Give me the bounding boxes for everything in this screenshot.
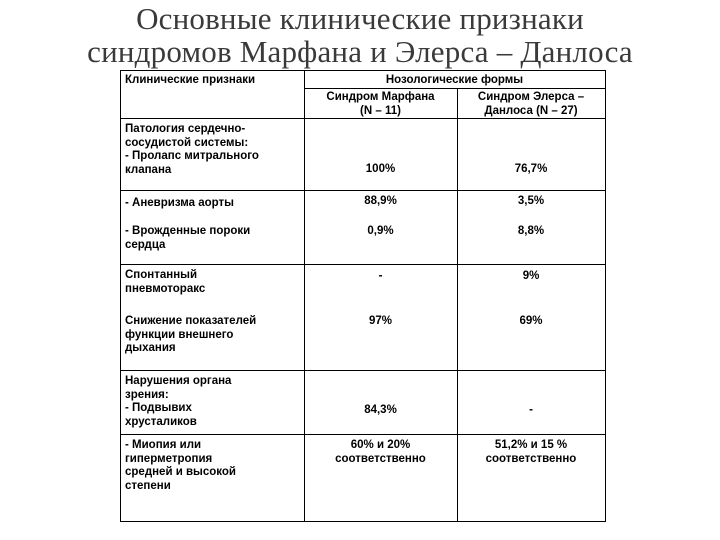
header-marfan: Синдром Марфана (N – 11)	[326, 91, 435, 117]
table-row-ehlers: 8,8%	[517, 225, 545, 237]
table-row-ehlers: -	[529, 404, 533, 416]
table-row-ehlers: 9%	[522, 270, 540, 282]
row-line	[121, 71, 605, 435]
header-ehlers-danlos: Синдром Элерса – Данлоса (N – 27)	[477, 91, 585, 117]
table-row-feature: - Врожденные пороки сердца	[125, 225, 251, 251]
table-row-feature: Нарушения органа зрения: - Подвывих хрусталиков	[125, 375, 232, 428]
table-row-ehlers: 51,2% и 15 % соответственно	[485, 439, 577, 465]
table-row-ehlers: 76,7%	[514, 163, 548, 175]
table-row-marfan: 84,3%	[364, 404, 397, 416]
table-row-ehlers: 3,5%	[517, 195, 545, 207]
table-row-marfan: 100%	[365, 163, 396, 175]
table-row-marfan: 88,9%	[364, 195, 397, 207]
table-row-marfan: 60% и 20% соответственно	[335, 439, 426, 465]
table-row-feature: - Аневризма аорты	[125, 197, 234, 209]
table-row-marfan: 0,9%	[367, 225, 394, 237]
title-line-1: Основные клинические признаки	[136, 1, 584, 36]
header-clinical-features: Клинические признаки	[125, 74, 256, 86]
table-row-feature: Спонтанный пневмоторакс	[125, 269, 206, 295]
table-row-feature: Снижение показателей функции внешнего дыхания	[125, 315, 257, 354]
slide-title	[0, 2, 720, 68]
table-row-marfan: -	[378, 270, 383, 282]
table-row-feature: Патология сердечно- сосудистой системы: - Пролапс митрального клапана	[125, 123, 259, 176]
header-nosological-forms: Нозологические формы	[385, 74, 524, 86]
title-line-2: синдромов Марфана и Элерса – Данлоса	[87, 34, 633, 69]
comparison-table	[120, 70, 606, 522]
table-row-ehlers: 69%	[519, 315, 543, 327]
table-row-marfan: 97%	[368, 315, 393, 327]
table-row-feature: - Миопия или гиперметропия средней и высокой степени	[125, 439, 236, 492]
